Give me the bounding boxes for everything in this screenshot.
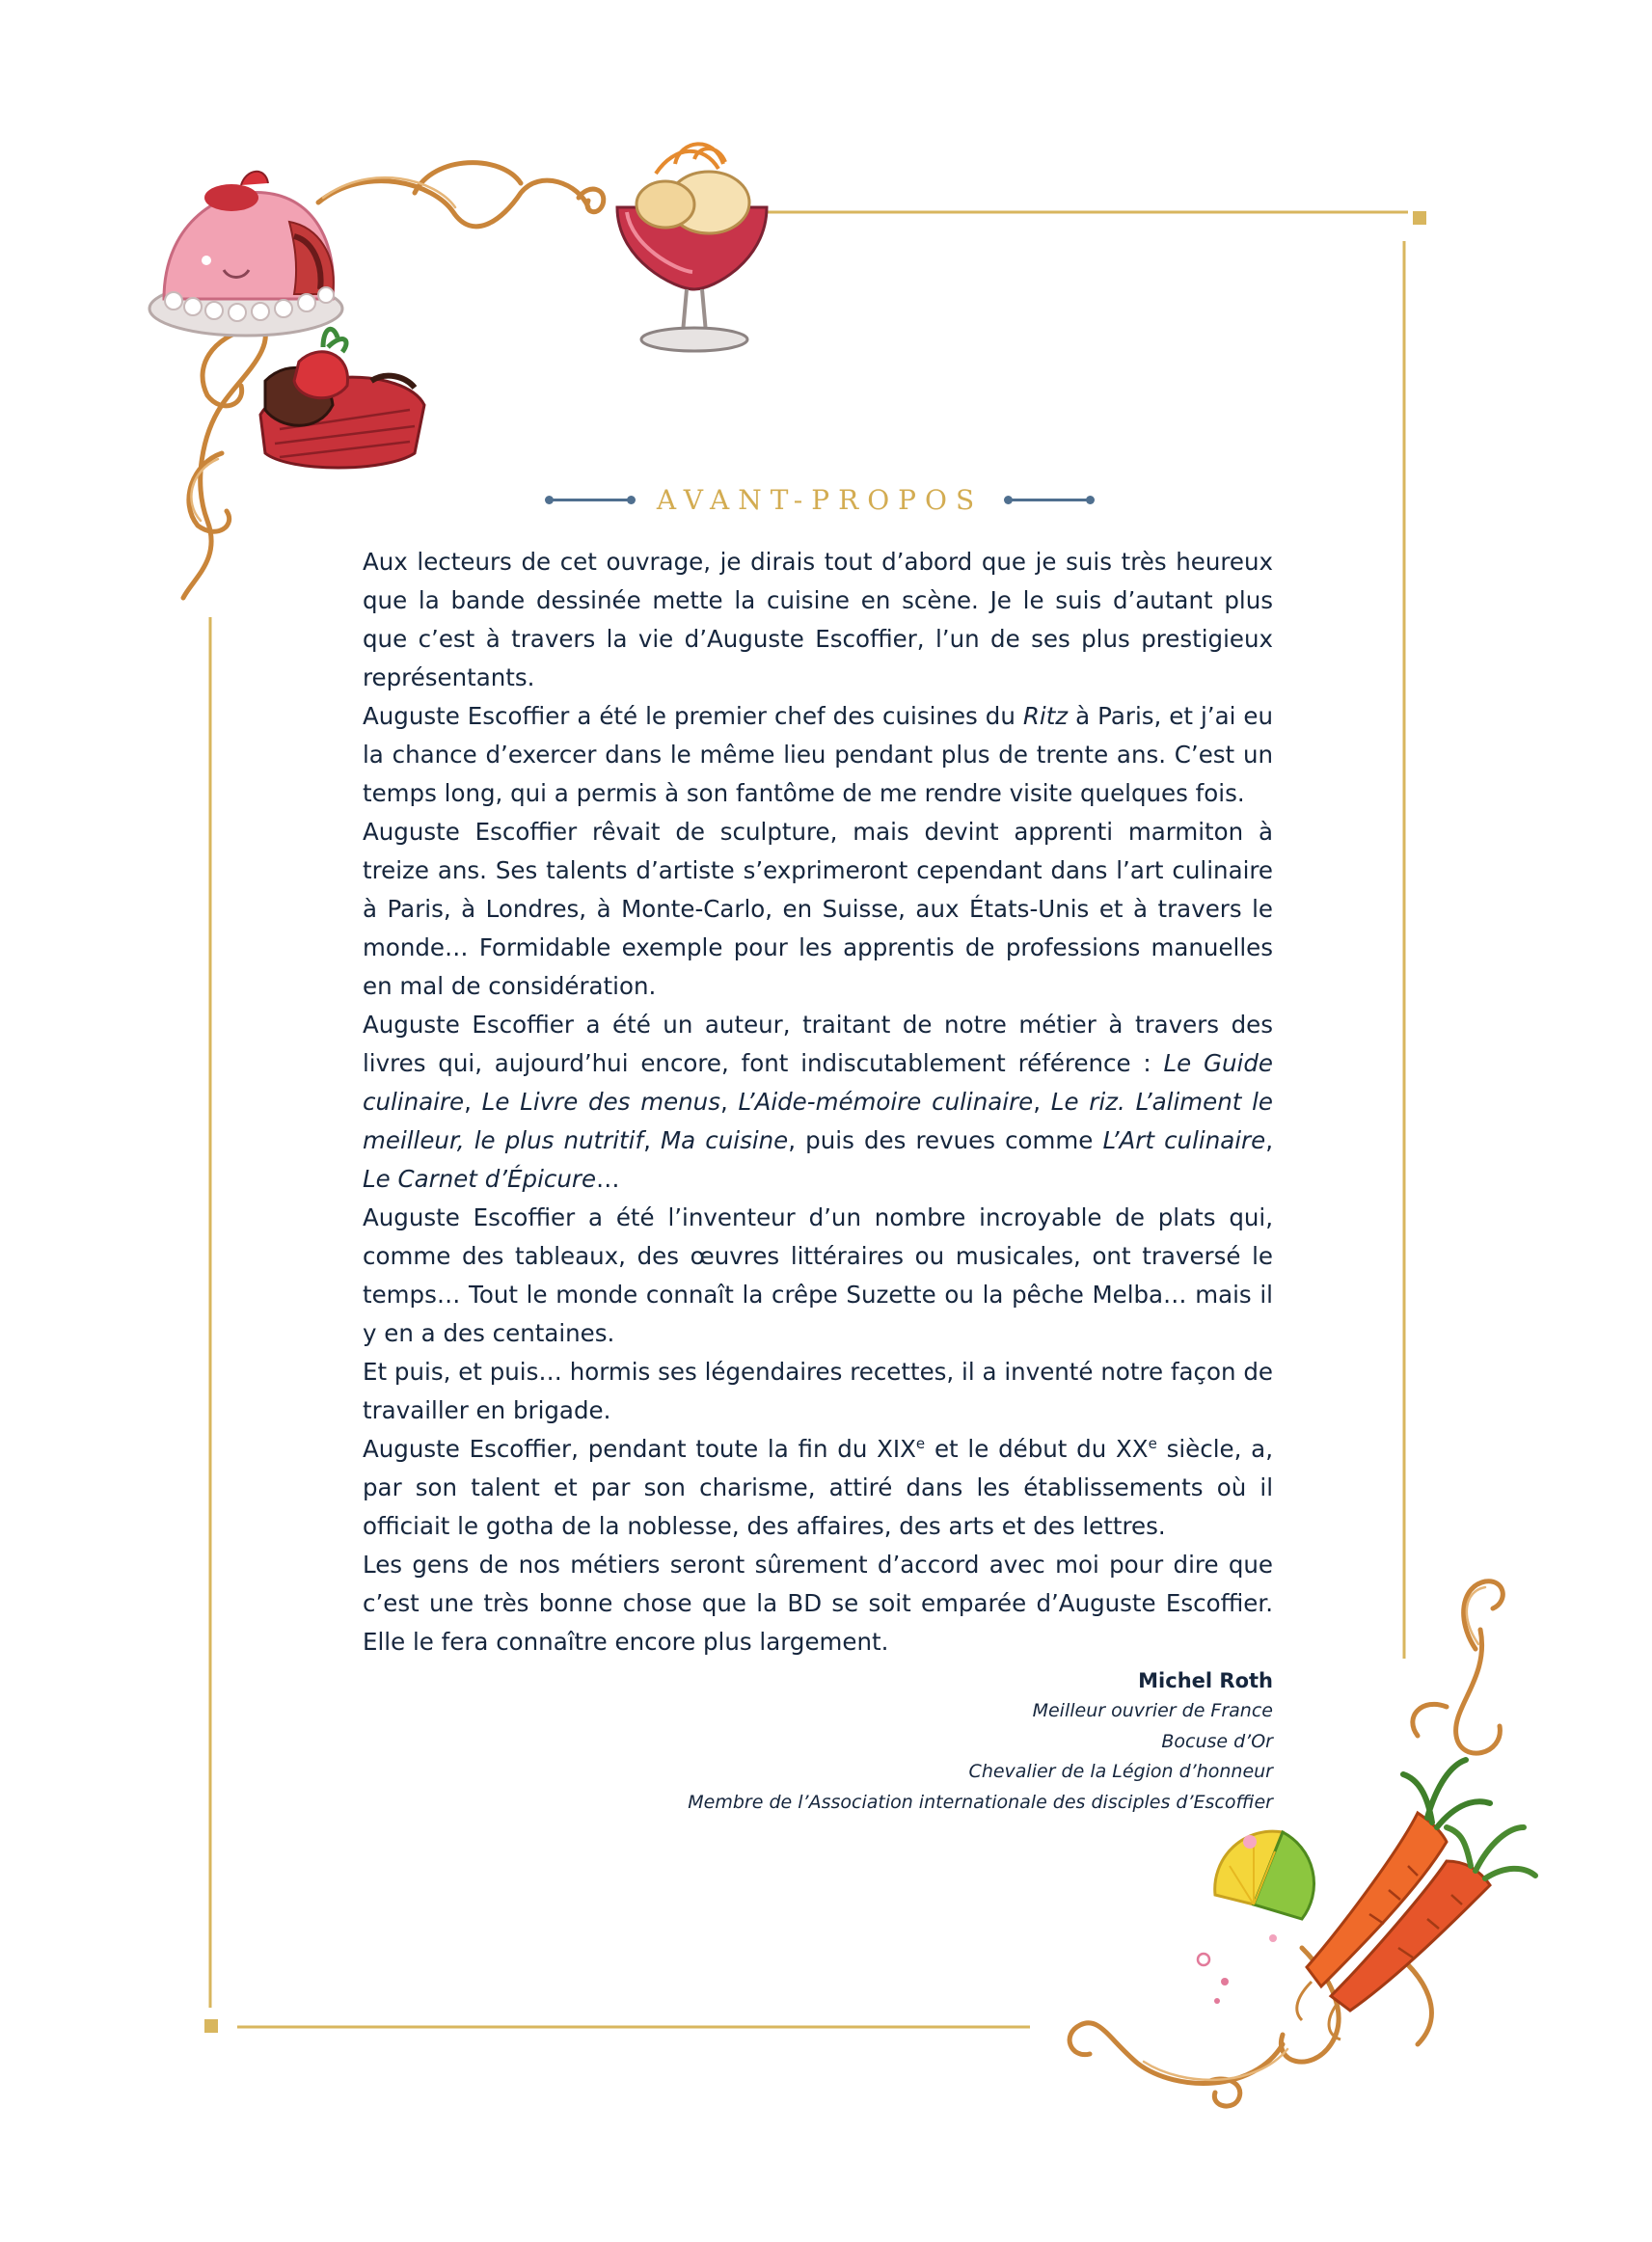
paragraph-text: siècle, a, par son talent et par son charisme, attiré dans les établissements où il officiait le gotha de la noblesse, des affaires, des arts et des lettres. (363, 1435, 1273, 1540)
paragraph-text: Et puis, et puis… hormis ses légendaires recettes, il a inventé notre façon de travailler en brigade. (363, 1358, 1273, 1424)
page-heading: AVANT-PROPOS (656, 483, 984, 516)
body-paragraph (363, 1353, 1273, 1430)
body-text (363, 543, 1273, 1661)
frame-corner-square-top-right (1413, 211, 1426, 225)
paragraph-text: , (719, 1088, 739, 1116)
lemon-slice-icon (1198, 1831, 1314, 2004)
author-title: Chevalier de la Légion d’honneur (968, 1761, 1273, 1782)
author-title: Bocuse d’Or (1161, 1730, 1273, 1752)
italic-title-text: Ma cuisine (661, 1126, 789, 1154)
body-paragraph (363, 543, 1273, 697)
paragraph-text: Auguste Escoffier a été le premier chef des cuisines du (363, 702, 1023, 730)
signature-block (579, 1665, 1273, 1818)
body-paragraph (363, 813, 1273, 1006)
italic-title-text: L’Aide-mémoire culinaire (738, 1088, 1034, 1116)
superscript-text: e (915, 1434, 926, 1452)
body-paragraph (363, 1546, 1273, 1661)
body-paragraph (363, 697, 1273, 813)
paragraph-text: … (596, 1165, 620, 1193)
author-name: Michel Roth (1138, 1669, 1273, 1692)
author-title: Meilleur ouvrier de France (1032, 1700, 1273, 1721)
paragraph-text: , (464, 1088, 482, 1116)
paragraph-text: Auguste Escoffier, pendant toute la fin du XIX (363, 1435, 916, 1463)
paragraph-text: Auguste Escoffier a été un auteur, traitant de notre métier à travers des livres qui, aujourd’hui encore, font indiscutablement référence : (363, 1011, 1273, 1077)
paragraph-text: , (643, 1126, 661, 1154)
paragraph-text: Auguste Escoffier rêvait de sculpture, mais devint apprenti marmiton à treize ans. Ses talents d’artiste s’exprimeront cependant dans l’art culinaire à Paris, à Londres, à Monte-Carlo, en Suisse, aux États-Unis et à travers le monde… Formidable exemple pour les apprentis de professions manuelles en mal de considération. (363, 818, 1273, 1000)
italic-title-text: Le Livre des menus (481, 1088, 720, 1116)
paragraph-text: à Paris, et j’ai eu la chance d’exercer dans le même lieu pendant plus de trente ans. C’est un temps long, qui a permis à son fantôme de me rendre visite quelques fois. (363, 702, 1273, 807)
ice-cream-sundae-icon (617, 144, 767, 351)
italic-title-text: Le Guide culinaire (363, 1049, 1273, 1116)
body-paragraph (363, 1006, 1273, 1199)
italic-title-text: Le riz. L’aliment le meilleur, le plus nutritif (363, 1088, 1273, 1154)
paragraph-text: , (1265, 1126, 1273, 1154)
body-paragraph (363, 1199, 1273, 1353)
heading-rule-right (1008, 499, 1091, 501)
author-title: Membre de l’Association internationale des disciples d’Escoffier (688, 1791, 1273, 1813)
italic-title-text: Ritz (1022, 702, 1069, 730)
superscript-text: e (1148, 1434, 1157, 1452)
raspberry-dome-cake-icon (149, 172, 342, 336)
paragraph-text: , puis des revues comme (788, 1126, 1103, 1154)
frame-corner-square-bottom-left (204, 2019, 218, 2033)
paragraph-text: , (1033, 1088, 1051, 1116)
body-paragraph (363, 1430, 1273, 1546)
paragraph-text: et le début du XX (925, 1435, 1149, 1463)
heading-rule-left (549, 499, 632, 501)
chocolate-strawberry-pastry-icon (260, 329, 424, 468)
carrots-icon (1297, 1760, 1535, 2039)
italic-title-text: Le Carnet d’Épicure (363, 1165, 597, 1193)
paragraph-text: Les gens de nos métiers seront sûrement d’accord avec moi pour dire que c’est une très bonne chose que la BD se soit emparée d’Auguste Escoffier. Elle le fera connaître encore plus largement. (363, 1551, 1273, 1656)
paragraph-text: Aux lecteurs de cet ouvrage, je dirais tout d’abord que je suis très heureux que la bande dessinée mette la cuisine en scène. Je le suis d’autant plus que c’est à travers la vie d’Auguste Escoffier, l’un de ses plus prestigieux représentants. (363, 548, 1273, 691)
paragraph-text: Auguste Escoffier a été l’inventeur d’un nombre incroyable de plats qui, comme des tableaux, des œuvres littéraires ou musicales, ont traversé le temps… Tout le monde connaît la crêpe Suzette ou la pêche Melba… mais il y en a des centaines. (363, 1203, 1273, 1347)
heading-row (521, 480, 1119, 519)
italic-title-text: L’Art culinaire (1102, 1126, 1266, 1154)
